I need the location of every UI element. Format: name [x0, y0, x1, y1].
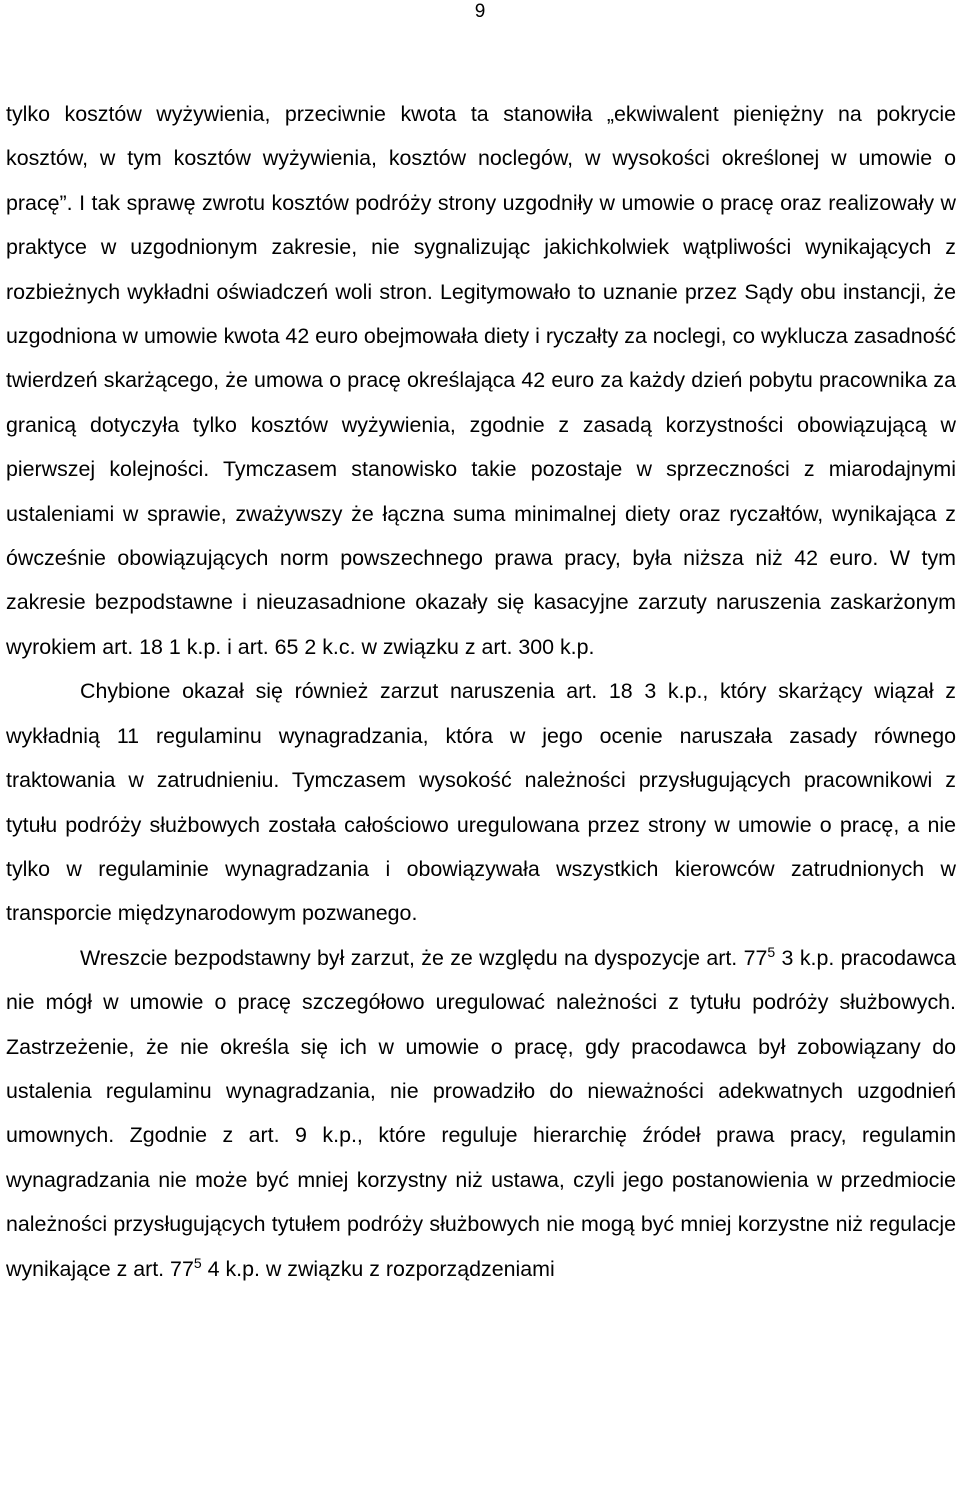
paragraph-3-text-b: 3 k.p. pracodawca nie mógł w umowie o pracę szczegółowo uregulować należności z tytułu podróży służbowych. Zastrzeżenie, że nie określa się ich w umowie o pracę, gdy pracodawca był zobowiązany do ustalenia regulaminu wynagradzania, nie prowadziło do nieważności adekwatnych uzgodnień umownych. Zgodnie z art. 9 k.p., które reguluje hierarchię źródeł prawa pracy, regulamin wynagradzania nie może być mniej korzystny niż ustawa, czyli jego postanowienia w przedmiocie należności przysługujących tytułem podróży służbowych nie mogą być mniej korzystne niż regulacje wynikające z art. 77 — [6, 945, 956, 1281]
paragraph-1: tylko kosztów wyżywienia, przeciwnie kwota ta stanowiła „ekwiwalent pieniężny na pokrycie kosztów, w tym kosztów wyżywienia, kosztów noclegów, w wysokości określonej w umowie o pracę”. I tak sprawę zwrotu kosztów podróży strony uzgodniły w umowie o pracę oraz realizowały w praktyce w uzgodnionym zakresie, nie sygnalizując jakichkolwiek wątpliwości wynikających z rozbieżnych wykładni oświadczeń woli stron. Legitymowało to uznanie przez Sądy obu instancji, że uzgodniona w umowie kwota 42 euro obejmowała diety i ryczałty za noclegi, co wyklucza zasadność twierdzeń skarżącego, że umowa o pracę określająca 42 euro za każdy dzień pobytu pracownika za granicą dotyczyła tylko kosztów wyżywienia, zgodnie z zasadą korzystności obowiązującą w pierwszej kolejności. Tymczasem stanowisko takie pozostaje w sprzeczności z miarodajnymi ustaleniami w sprawie, zważywszy że łączna suma minimalnej diety oraz ryczałtów, wynikająca z ówcześnie obowiązujących norm powszechnego prawa pracy, była niższa niż 42 euro. W tym zakresie bezpodstawne i nieuzasadnione okazały się kasacyjne zarzuty naruszenia zaskarżonym wyrokiem art. 18 1 k.p. i art. 65 2 k.c. w związku z art. 300 k.p. — [6, 102, 956, 659]
paragraph-3-text-c: 4 k.p. w związku z rozporządzeniami — [201, 1256, 555, 1281]
document-body — [6, 92, 956, 1291]
paragraph-3 — [6, 936, 956, 1291]
paragraph-3-text-a: Wreszcie bezpodstawny był zarzut, że ze względu na dyspozycje art. 77 — [80, 945, 768, 970]
superscript-5-second: 5 — [193, 1254, 202, 1271]
paragraph-2: Chybione okazał się również zarzut naruszenia art. 18 3 k.p., który skarżący wiązał z wykładnią 11 regulaminu wynagradzania, która w jego ocenie naruszała zasady równego traktowania w zatrudnieniu. Tymczasem wysokość należności przysługujących pracownikowi z tytułu podróży służbowych została całościowo uregulowana przez strony w umowie o pracę, a nie tylko w regulaminie wynagradzania i obowiązywała wszystkich kierowców zatrudnionych w transporcie międzynarodowym pozwanego. — [6, 679, 956, 926]
page-number: 9 — [474, 1, 486, 22]
superscript-5: 5 — [767, 943, 776, 960]
